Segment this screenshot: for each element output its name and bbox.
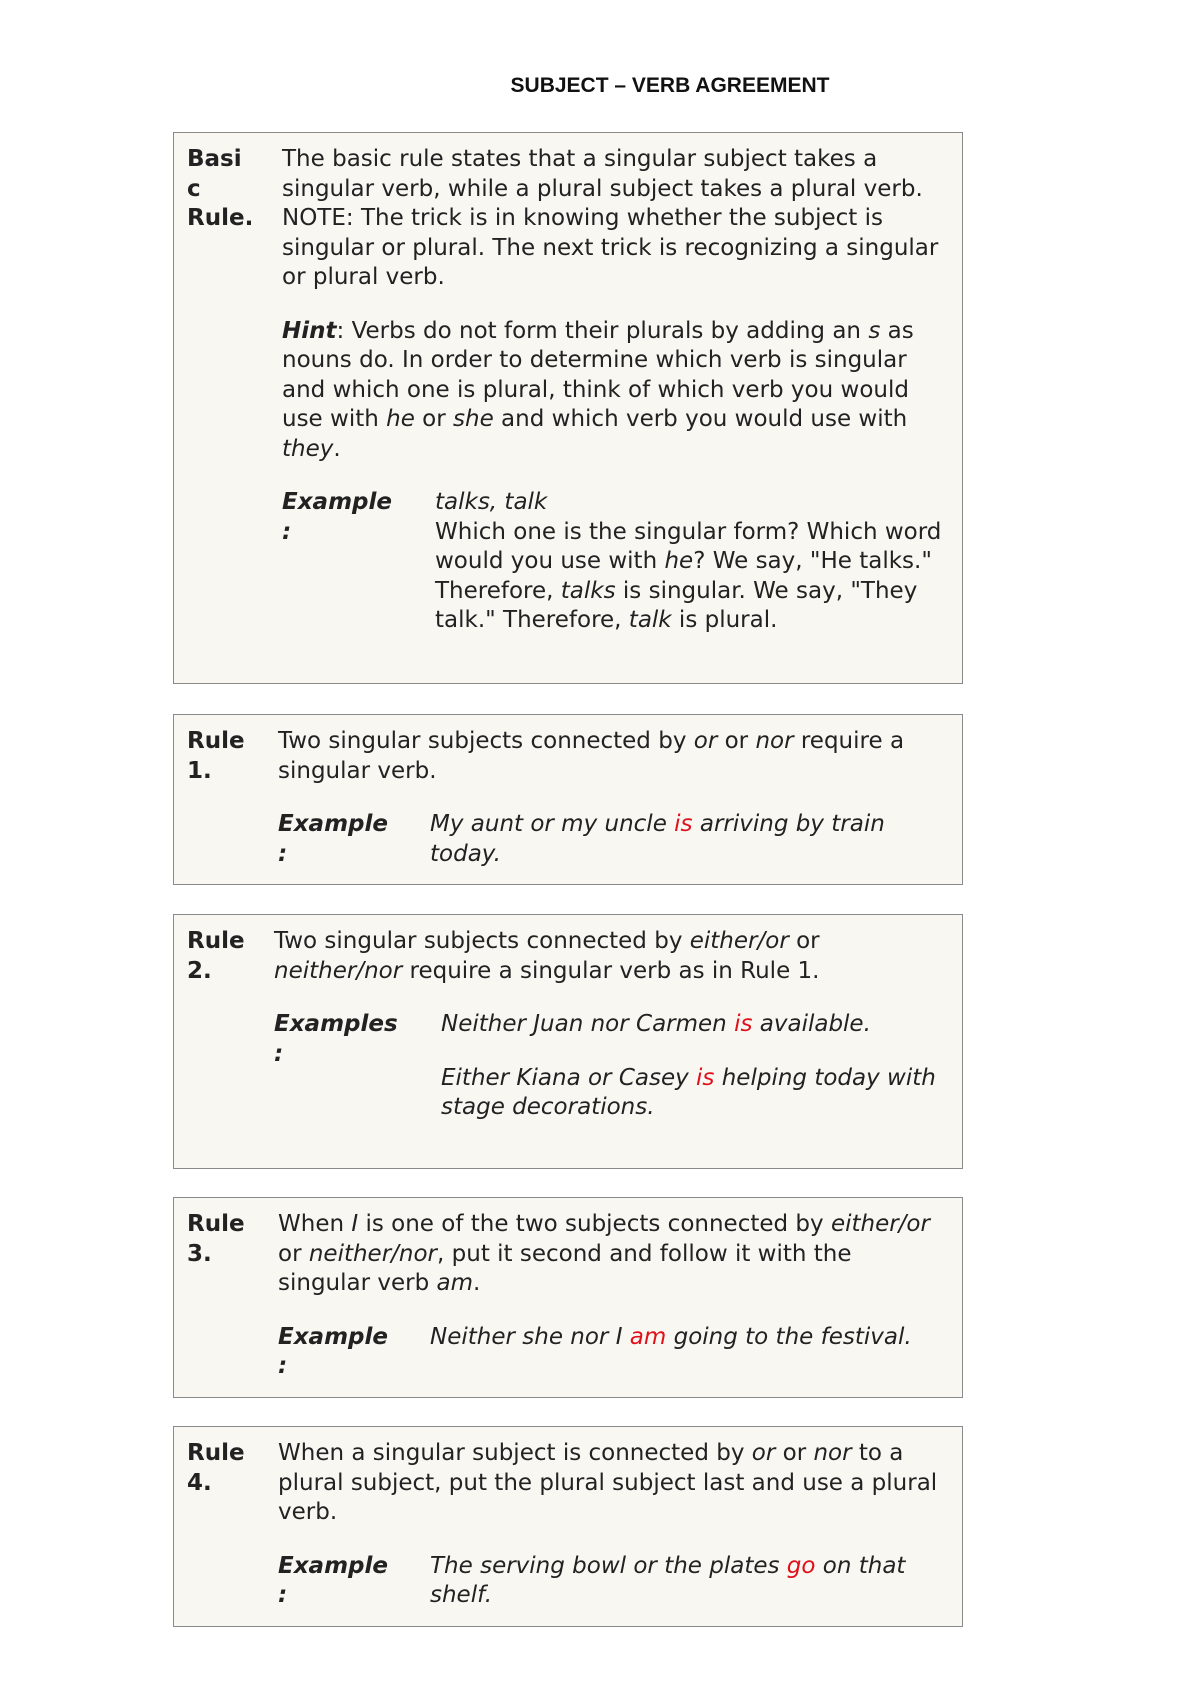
example-label: Example : [278, 1552, 388, 1608]
example-label: Example : [278, 1323, 388, 1379]
example-text: My aunt or my uncle is arriving by train today. [430, 811, 885, 867]
example-label: Example : [278, 811, 388, 867]
example-text: Neither she nor I am going to the festival. [430, 1323, 912, 1350]
rule-label: Rule 2. [187, 928, 245, 984]
rule-body [282, 145, 948, 636]
page-title: SUBJECT – VERB AGREEMENT [510, 74, 830, 97]
rule-label: Rule 1. [187, 728, 245, 784]
example-block [282, 488, 948, 636]
rule-label: Rule 3. [187, 1211, 245, 1267]
example-block [278, 1552, 948, 1611]
example-text: talks, talk Which one is the singular form? Which word would you use with he? We say, "He talks." Therefore, talks is singular. We say, "They talk." Therefore, talk is plural. [435, 489, 942, 633]
example-label: Example : [282, 489, 392, 545]
rule-2-box [173, 914, 963, 1169]
rule-text: Two singular subjects connected by either/or or neither/nor require a singular verb as in Rule 1. [274, 928, 820, 984]
rule-hint: Hint: Verbs do not form their plurals by adding an s as nouns do. In order to determine which verb is singular and which one is plural, think of which verb you would use with he or she and which verb you would use with they. [282, 317, 914, 462]
rule-label: Basi c Rule. [187, 146, 254, 231]
rule-text: When a singular subject is connected by or or nor to a plural subject, put the plural subject last and use a plural verb. [278, 1440, 938, 1525]
rule-text: Two singular subjects connected by or or nor require a singular verb. [278, 728, 905, 784]
rule-text: The basic rule states that a singular subject takes a singular verb, while a plural subject takes a plural verb. [282, 146, 923, 202]
example-block [278, 1323, 948, 1382]
example-block [278, 810, 948, 869]
example-label: Examples : [274, 1011, 398, 1067]
rule-4-box [173, 1426, 963, 1627]
rule-body [278, 727, 948, 869]
rule-body [278, 1439, 948, 1611]
rule-text: When I is one of the two subjects connected by either/or or neither/nor, put it second and follow it with the singular verb am. [278, 1211, 930, 1296]
example-block [274, 1010, 948, 1123]
basic-rule-box [173, 132, 963, 684]
rule-1-box [173, 714, 963, 885]
example-text: The serving bowl or the plates go on that shelf. [430, 1552, 906, 1608]
example-text: Neither Juan nor Carmen is available. Either Kiana or Casey is helping today with stage decorations. [441, 1011, 936, 1120]
rule-body [274, 927, 948, 1123]
rule-3-box [173, 1197, 963, 1398]
rule-note: NOTE: The trick is in knowing whether the subject is singular or plural. The next trick is recognizing a singular or plural verb. [282, 205, 939, 290]
rule-label: Rule 4. [187, 1440, 245, 1496]
rule-body [278, 1210, 948, 1382]
